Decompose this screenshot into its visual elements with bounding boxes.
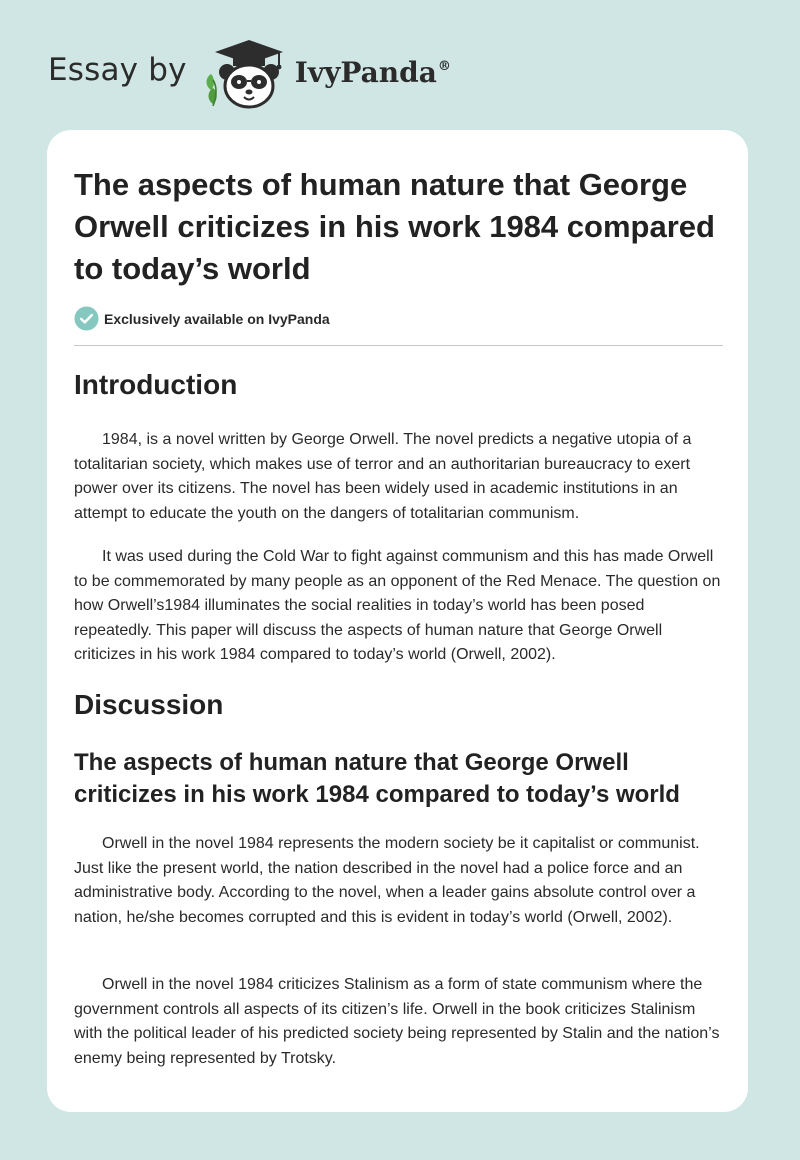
brand-header[interactable]: [48, 36, 451, 110]
brand-prefix: Essay by: [48, 52, 187, 88]
exclusive-badge-label: Exclusively available on IvyPanda: [104, 310, 330, 327]
article-title: The aspects of human nature that George Orwell criticizes in his work 1984 compared to today’s world: [74, 167, 715, 286]
brand-name: IvyPanda®: [294, 55, 451, 89]
subsection-heading: The aspects of human nature that George Orwell criticizes in his work 1984 compared to today’s world: [74, 749, 680, 808]
registered-mark: ®: [437, 58, 451, 74]
paragraph: Orwell in the novel 1984 criticizes Stalinism as a form of state communism where the government controls all aspects of its citizen’s life. Orwell in the book criticizes Stalinism with the political leader of his predicted society being represented by Stalin and the nation’s enemy being represented by Trotsky.: [74, 976, 720, 1067]
panda-logo-icon: [201, 36, 293, 110]
paragraph: It was used during the Cold War to fight against communism and this has made Orwell to be commemorated by many people as an opponent of the Red Menace. The question on how Orwell’s1984 illuminates the social realities in today’s world has been posed repeatedly. This paper will discuss the aspects of human nature that George Orwell criticizes in his work 1984 compared to today’s world (Orwell, 2002).: [74, 548, 721, 664]
paragraph: Orwell in the novel 1984 represents the modern society be it capitalist or communist. Just like the present world, the nation described in the novel had a police force and an administrative body. According to the novel, when a leader gains absolute control over a nation, he/she becomes corrupted and this is evident in today’s world (Orwell, 2002).: [74, 835, 700, 926]
check-circle-icon: [74, 306, 99, 331]
section-heading-introduction: Introduction: [74, 369, 238, 400]
section-heading-discussion: Discussion: [74, 689, 224, 720]
title-divider: [74, 345, 723, 346]
paragraph: 1984, is a novel written by George Orwell. The novel predicts a negative utopia of a totalitarian society, which makes use of terror and an authoritarian bureaucracy to exert power over its citizens. The novel has been widely used in academic institutions in an attempt to educate the youth on the dangers of totalitarian communism.: [74, 431, 692, 522]
article-card: [47, 130, 748, 1112]
exclusive-badge: [74, 306, 330, 331]
